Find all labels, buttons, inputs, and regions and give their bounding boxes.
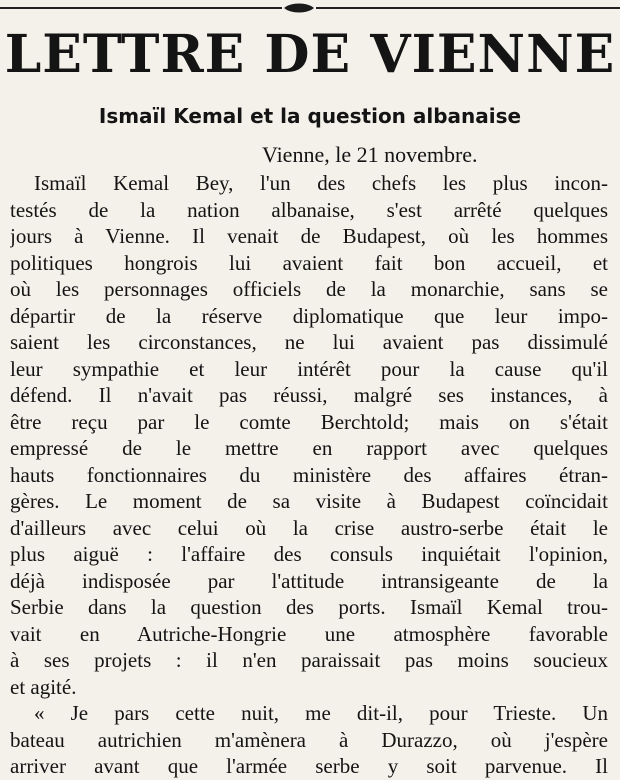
body-line: d'ailleurs avec celui où la crise austro-serbe était le: [10, 515, 608, 540]
body-line: plus aiguë : l'affaire des consuls inquiétait l'opinion,: [10, 542, 608, 566]
body-line: défend. Il n'avait pas réussi, malgré ses instances, à: [10, 383, 608, 407]
body-line: Serbie dans la question des ports. Ismaïl Kemal trou-: [10, 595, 608, 619]
body-line: Ismaïl Kemal Bey, l'un des chefs les plus incon-: [34, 171, 608, 195]
body-line: jours à Vienne. Il venait de Budapest, où les hommes: [10, 224, 608, 248]
article-dateline: Vienne, le 21 novembre.: [262, 142, 478, 167]
body-line: à ses projets : il n'en paraissait pas moins soucieux: [10, 648, 608, 672]
body-line: arriver avant que l'armée serbe y soit parvenue. Il: [10, 754, 608, 778]
body-line: départir de la réserve diplomatique que leur impo-: [10, 303, 608, 328]
body-line: déjà indisposée par l'attitude intransigeante de la: [10, 568, 608, 593]
body-line: gères. Le moment de sa visite à Budapest coïncidait: [10, 489, 608, 513]
article-subhead: Ismaïl Kemal et la question albanaise: [98, 104, 522, 128]
body-line: bateau autrichien m'amènera à Durazzo, où j'espère: [10, 727, 608, 752]
body-line: politiques hongrois lui avaient fait bon accueil, et: [10, 250, 608, 275]
article-headline: LETTRE DE VIENNE: [4, 24, 616, 85]
body-line: où les personnages officiels de la monarchie, sans se: [10, 277, 608, 301]
body-line: empressé de le mettre en rapport avec quelques: [10, 436, 608, 460]
body-line: testés de la nation albanaise, s'est arrêté quelques: [10, 197, 608, 222]
body-line: hauts fonctionnaires du ministère des affaires étran-: [10, 462, 608, 487]
body-line: vait en Autriche-Hongrie une atmosphère favorable: [10, 621, 608, 646]
body-line: saient les circonstances, ne lui avaient pas dissimulé: [10, 330, 608, 354]
body-line: leur sympathie et leur intérêt pour la cause qu'il: [10, 356, 608, 381]
article-body: [10, 170, 608, 780]
rule-ornament: [282, 1, 316, 15]
body-line: être reçu par le comte Berchtold; mais on s'était: [10, 409, 608, 434]
body-line: et agité.: [10, 674, 77, 699]
body-line: « Je pars cette nuit, me dit-il, pour Trieste. Un: [34, 701, 608, 725]
